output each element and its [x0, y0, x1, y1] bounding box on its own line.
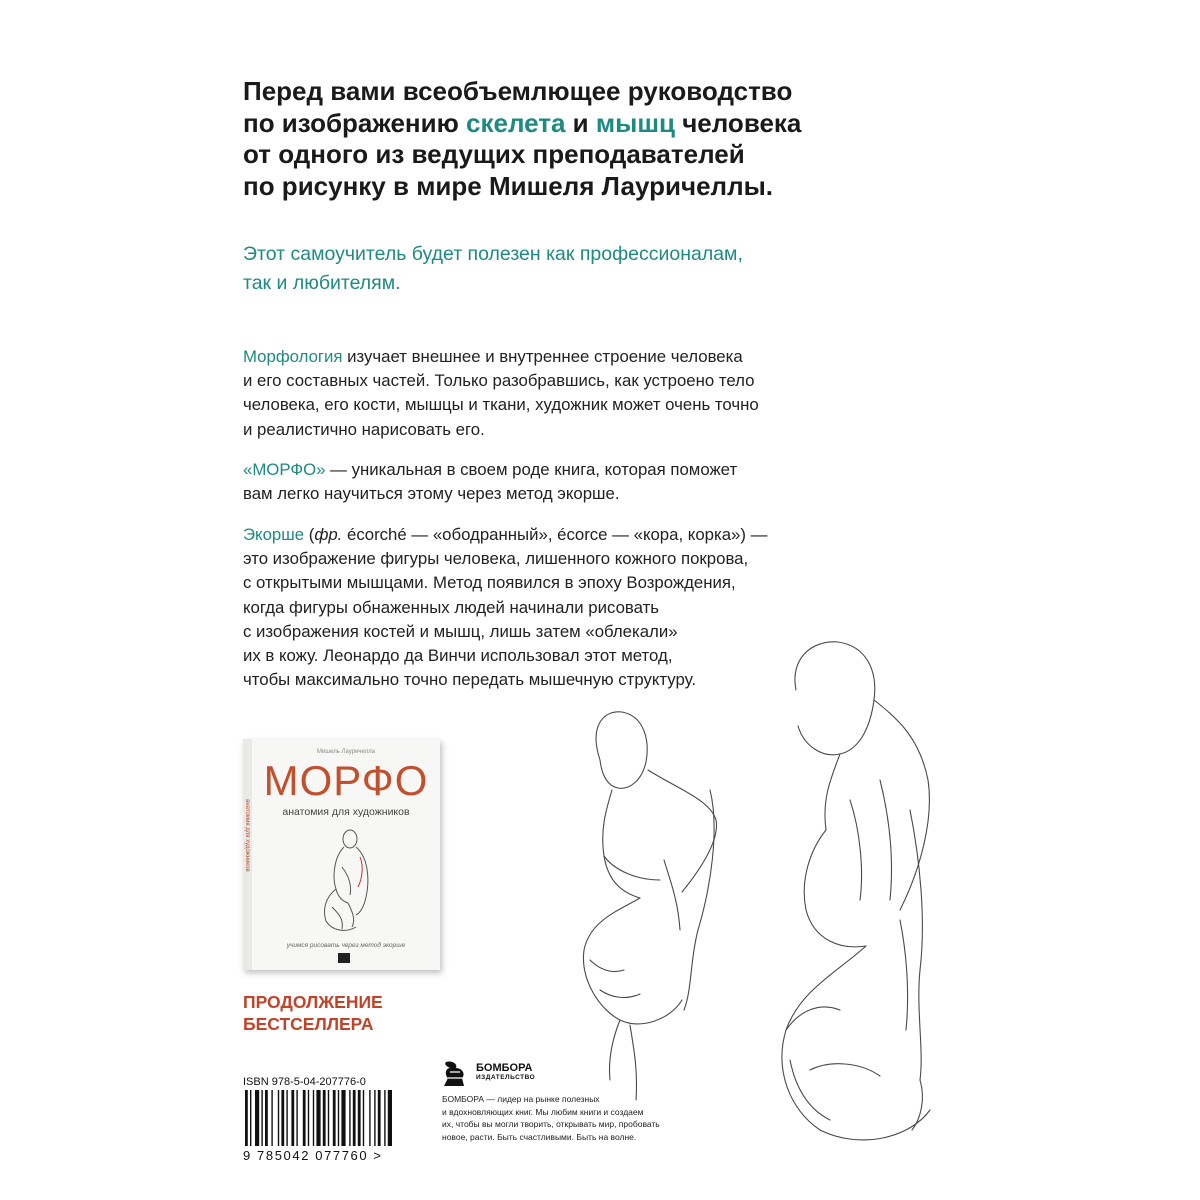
pub-line: новое, расти. Быть счастливыми. Быть на волне. — [442, 1131, 637, 1142]
para-line — [243, 345, 863, 369]
barcode-bar — [250, 1090, 251, 1146]
para-text: écorché — «ободранный», écorce — «кора, корка») — — [342, 525, 768, 544]
para-line: вам легко научиться этому через метод экорше. — [243, 484, 620, 504]
para-line: когда фигуры обнаженных людей начинали рисовать — [243, 597, 660, 617]
barcode-bar — [378, 1090, 381, 1146]
para-italic: фр. — [314, 525, 343, 544]
para-line: это изображение фигуры человека, лишенного кожного покрова, — [243, 549, 749, 569]
bestseller-label — [243, 991, 503, 1035]
barcode-bar — [278, 1090, 279, 1146]
cover-author: Мишель Лауричелла — [316, 749, 376, 755]
ecorche-sketch-illustration — [560, 630, 980, 1150]
lead-text: человека — [674, 107, 802, 138]
cover-title: МОРФО — [263, 757, 429, 804]
publisher-title: БОМБОРА — [476, 1062, 533, 1074]
para-line — [243, 523, 863, 547]
cover-spine-text: анатомия для художников — [244, 799, 250, 872]
para-line: и реалистично нарисовать его. — [243, 419, 485, 439]
barcode-bar — [286, 1090, 287, 1146]
barcode-bar — [388, 1090, 392, 1146]
para-line: человека, его кости, мышцы и ткани, художник может очень точно — [243, 395, 759, 415]
term-morphology: Морфология — [243, 347, 343, 366]
term-ecorche: Экорше — [243, 525, 305, 544]
barcode-bar — [308, 1090, 309, 1146]
barcode-bar — [328, 1090, 329, 1146]
barcode-bar — [374, 1090, 375, 1146]
lead-text: и — [565, 107, 596, 138]
barcode-bar — [265, 1090, 268, 1146]
barcode-bar — [316, 1090, 320, 1146]
cover-publisher-logo — [338, 953, 350, 963]
highlight-muscles: мышц — [595, 107, 675, 138]
publisher-tag: ИЗДАТЕЛЬСТВО — [476, 1074, 536, 1081]
barcode-bar — [303, 1090, 306, 1146]
pub-line: и вдохновляющих книг. Мы любим книги и создаем — [442, 1106, 644, 1117]
barcode-bar — [291, 1090, 294, 1146]
barcode-bar — [341, 1090, 345, 1146]
sub-line: так и любителям. — [243, 272, 401, 294]
paragraph-morpho — [243, 458, 863, 506]
isbn-label: ISBN 978-5-04-207776-0 — [243, 1076, 366, 1088]
barcode-bar — [281, 1090, 284, 1146]
barcode-bar — [333, 1090, 336, 1146]
barcode-bar — [261, 1090, 262, 1146]
para-line — [243, 458, 863, 482]
barcode-bar — [369, 1090, 370, 1146]
paragraph-morphology — [243, 345, 863, 442]
para-line: и его составных частей. Только разобравшись, как устроено тело — [243, 371, 755, 391]
para-line: с открытыми мышцами. Метод появился в эпоху Возрождения, — [243, 573, 736, 593]
barcode-bar — [296, 1090, 297, 1146]
lead-line: Перед вами всеобъемлющее руководство — [243, 76, 793, 106]
subheading — [243, 240, 863, 298]
pub-line: БОМБОРА — лидер на рынке полезных — [442, 1094, 600, 1104]
barcode-bar — [323, 1090, 326, 1146]
para-text: изучает внешнее и внутреннее строение человека — [342, 347, 743, 366]
para-text: — уникальная в своем роде книга, которая поможет — [325, 460, 738, 479]
book-cover-image — [243, 739, 440, 970]
bestseller-line: БЕСТСЕЛЛЕРА — [243, 1014, 374, 1034]
para-line: их в кожу. Леонардо да Винчи использовал этот метод, — [243, 646, 673, 666]
lead-text: по изображению — [243, 107, 467, 138]
barcode-bar — [255, 1090, 259, 1146]
barcode — [243, 1090, 431, 1150]
lead-line: по рисунку в мире Мишеля Лауричеллы. — [243, 170, 774, 201]
barcode-bar — [338, 1090, 339, 1146]
barcode-bar — [245, 1090, 248, 1146]
barcode-bar — [349, 1090, 350, 1146]
barcode-bar — [271, 1090, 272, 1146]
lead-heading — [243, 76, 843, 202]
lead-line — [243, 108, 843, 140]
bestseller-line: ПРОДОЛЖЕНИЕ — [243, 992, 383, 1012]
barcode-digits: 9 785042 077760 > — [243, 1148, 383, 1163]
barcode-bar — [363, 1090, 364, 1146]
highlight-skeleton: скелета — [466, 107, 566, 138]
cover-subtitle: анатомия для художников — [282, 806, 410, 818]
barcode-bar — [353, 1090, 356, 1146]
cover-figure-drawing — [312, 827, 382, 937]
para-line: с изображения костей и мышц, лишь затем «облекали» — [243, 621, 678, 641]
cover-tagline: учимся рисовать через метод экорше — [286, 942, 406, 949]
para-line: чтобы максимально точно передать мышечную структуру. — [243, 670, 696, 690]
para-text: ( — [304, 525, 315, 544]
lead-line: от одного из ведущих преподавателей — [243, 139, 745, 169]
pub-line: их, чтобы вы могли творить, открывать мир, пробовать — [442, 1119, 660, 1129]
term-morpho: «МОРФО» — [243, 460, 326, 479]
publisher-name — [476, 1062, 535, 1081]
barcode-bar — [313, 1090, 314, 1146]
sub-line: Этот самоучитель будет полезен как профессионалам, — [243, 243, 743, 265]
barcode-bar — [384, 1090, 385, 1146]
barcode-bar — [358, 1090, 361, 1146]
